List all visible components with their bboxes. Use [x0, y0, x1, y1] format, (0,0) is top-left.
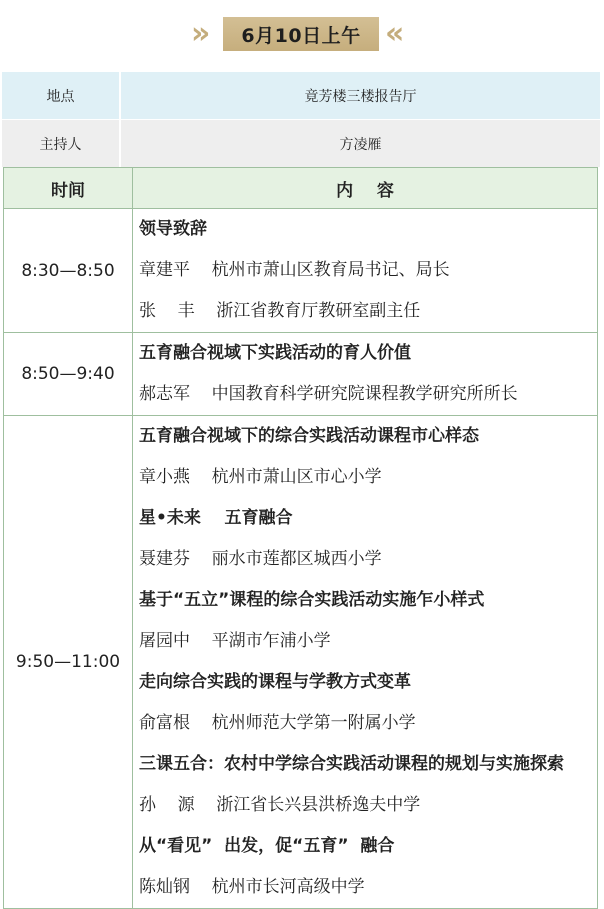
- session-topic: 领导致辞: [139, 219, 207, 239]
- session-time: 8:30—8:50: [4, 209, 133, 333]
- speaker-line: 陈灿钢 杭州市长河高级中学: [139, 877, 365, 897]
- info-row-location: [2, 72, 600, 120]
- speaker-line: 聂建芬 丽水市莲都区城西小学: [139, 549, 382, 569]
- info-value: 竟芳楼三楼报告厅: [120, 72, 600, 120]
- session-time: 8:50—9:40: [4, 333, 133, 416]
- double-chevron-right-icon: »: [191, 16, 211, 51]
- speaker-line: 郝志军 中国教育科学研究院课程教学研究所所长: [139, 384, 518, 404]
- session-topic: 走向综合实践的课程与学教方式变革: [139, 672, 411, 692]
- speaker-line: 屠园中 平湖市乍浦小学: [139, 631, 331, 651]
- session-topic: 五育融合视域下的综合实践活动课程市心样态: [139, 426, 479, 446]
- session-content: [133, 416, 598, 909]
- session-topic: 五育融合视域下实践活动的育人价值: [139, 343, 411, 363]
- session-content: [133, 209, 598, 333]
- speaker-line: 张 丰 浙江省教育厅教研室副主任: [139, 301, 421, 321]
- schedule-row: [4, 209, 598, 333]
- speaker-line: 俞富根 杭州师范大学第一附属小学: [139, 713, 416, 733]
- page-title: 6月10日上午: [241, 24, 361, 47]
- speaker-line: 章小燕 杭州市萧山区市心小学: [139, 467, 382, 487]
- header-content: 内 容: [133, 168, 598, 209]
- date-title-box: [223, 17, 379, 51]
- schedule-row: [4, 416, 598, 909]
- info-value: 方凌雁: [120, 120, 600, 168]
- double-chevron-left-icon: «: [385, 16, 405, 51]
- session-topic: 三课五合：农村中学综合实践活动课程的规划与实施探索: [139, 754, 564, 774]
- speaker-line: 章建平 杭州市萧山区教育局书记、局长: [139, 260, 450, 280]
- schedule-row: [4, 333, 598, 416]
- session-topic: 从“看见” 出发，促“五育” 融合: [139, 836, 395, 856]
- session-topic: 基于“五立”课程的综合实践活动实施乍小样式: [139, 590, 485, 610]
- info-row-host: [2, 120, 600, 168]
- info-label: 地点: [2, 72, 120, 120]
- header-time: 时间: [4, 168, 133, 209]
- date-banner: [0, 16, 604, 52]
- speaker-line: 孙 源 浙江省长兴县洪桥逸夫中学: [139, 795, 421, 815]
- session-content: [133, 333, 598, 416]
- schedule-table: [3, 167, 598, 909]
- session-time: 9:50—11:00: [4, 416, 133, 909]
- info-table: [2, 72, 600, 168]
- session-topic: 星•未来 五育融合: [139, 508, 293, 528]
- info-label: 主持人: [2, 120, 120, 168]
- schedule-header-row: [4, 168, 598, 209]
